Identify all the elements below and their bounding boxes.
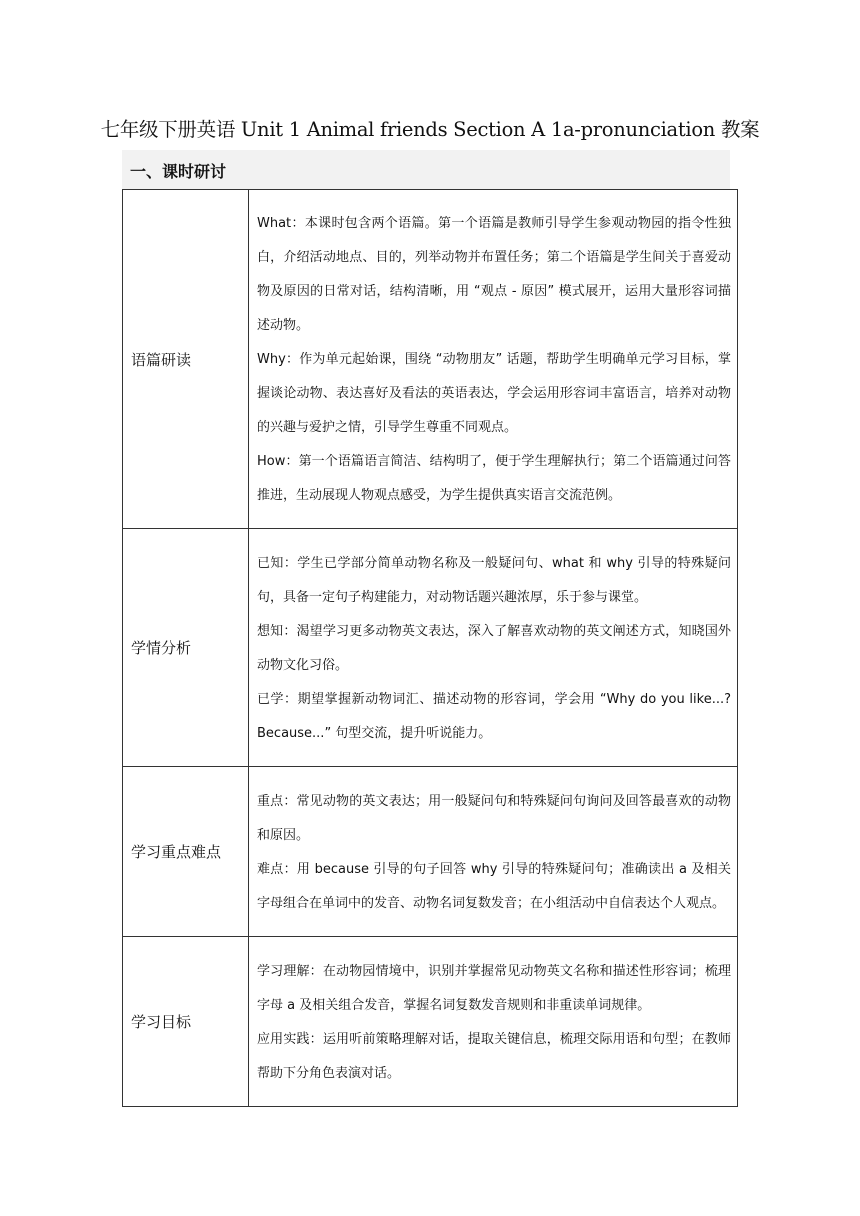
row-content (249, 529, 738, 767)
content-paragraph: 想知：渴望学习更多动物英文表达，深入了解喜欢动物的英文阐述方式，知晓国外动物文化习俗。 (257, 623, 731, 673)
row-label: 语篇研读 (123, 190, 249, 529)
content-paragraph: 已学：期望掌握新动物词汇、描述动物的形容词，学会用 “Why do you like...? Because...” 句型交流，提升听说能力。 (257, 691, 731, 741)
row-content (249, 767, 738, 937)
content-paragraph: 难点：用 because 引导的句子回答 why 引导的特殊疑问句；准确读出 a 及相关字母组合在单词中的发音、动物名词复数发音；在小组活动中自信表达个人观点。 (257, 861, 731, 911)
row-content (249, 937, 738, 1107)
content-paragraph: What：本课时包含两个语篇。第一个语篇是教师引导学生参观动物园的指令性独白，介绍活动地点、目的，列举动物并布置任务；第二个语篇是学生间关于喜爱动物及原因的日常对话，结构清晰，用 “观点 - 原因” 模式展开，运用大量形容词描述动物。 (257, 216, 731, 333)
table-row (123, 937, 738, 1107)
row-label: 学情分析 (123, 529, 249, 767)
row-content (249, 190, 738, 529)
content-paragraph: 重点：常见动物的英文表达；用一般疑问句和特殊疑问句询问及回答最喜欢的动物和原因。 (257, 793, 731, 843)
content-paragraph: How：第一个语篇语言简洁、结构明了，便于学生理解执行；第二个语篇通过问答推进，生动展现人物观点感受，为学生提供真实语言交流范例。 (257, 454, 731, 503)
content-paragraph: 应用实践：运用听前策略理解对话，提取关键信息，梳理交际用语和句型；在教师帮助下分角色表演对话。 (257, 1031, 731, 1081)
section-heading: 一、课时研讨 (122, 150, 730, 190)
content-paragraph: 学习理解：在动物园情境中，识别并掌握常见动物英文名称和描述性形容词；梳理字母 a 及相关组合发音，掌握名词复数发音规则和非重读单词规律。 (257, 963, 731, 1013)
document-title: 七年级下册英语 Unit 1 Animal friends Section A 1a-pronunciation 教案 (100, 118, 760, 141)
content-paragraph: Why：作为单元起始课，围绕 “动物朋友” 话题，帮助学生明确单元学习目标，掌握谈论动物、表达喜好及看法的英语表达，学会运用形容词丰富语言，培养对动物的兴趣与爱护之情，引导学生尊重不同观点。 (257, 352, 731, 435)
table-row (123, 190, 738, 529)
row-label: 学习重点难点 (123, 767, 249, 937)
content-paragraph: 已知：学生已学部分简单动物名称及一般疑问句、what 和 why 引导的特殊疑问句，具备一定句子构建能力，对动物话题兴趣浓厚，乐于参与课堂。 (257, 555, 731, 605)
table-row (123, 529, 738, 767)
table-row (123, 767, 738, 937)
row-label: 学习目标 (123, 937, 249, 1107)
lesson-study-table (122, 189, 738, 1107)
